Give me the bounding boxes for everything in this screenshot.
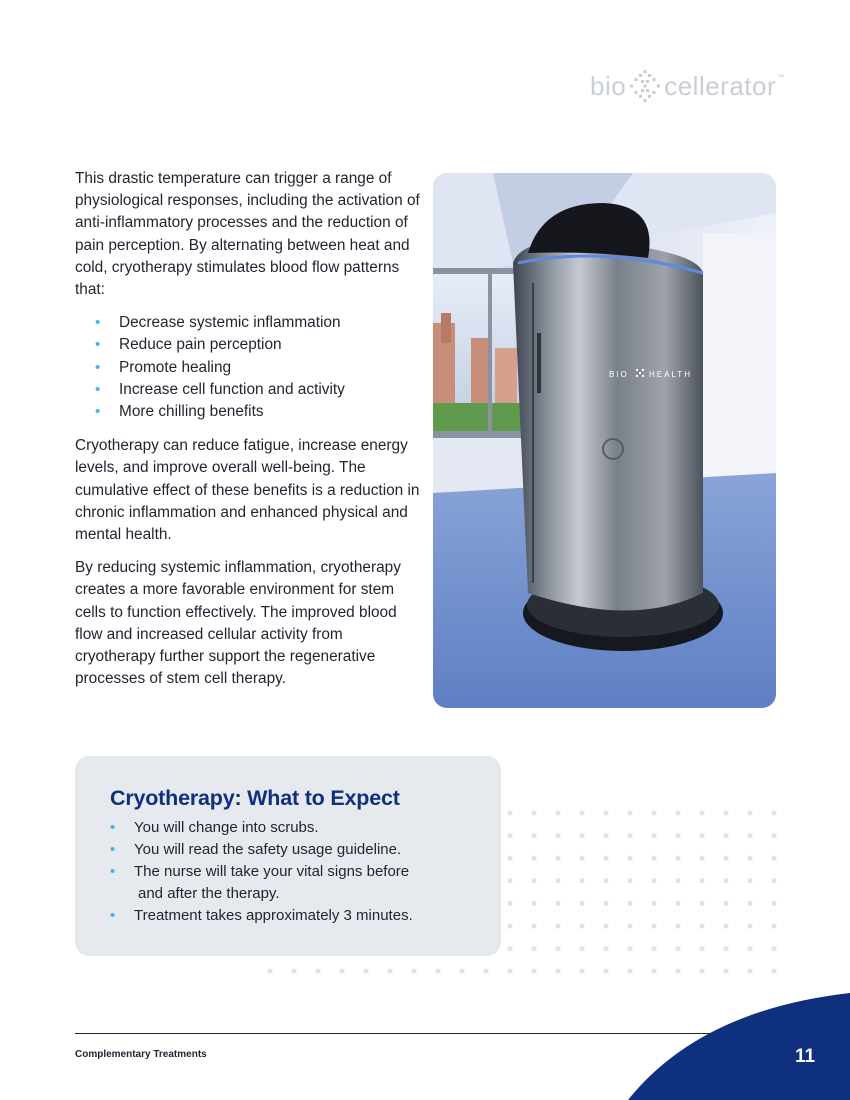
decorative-dot bbox=[627, 878, 632, 883]
list-item: • You will read the safety usage guideline. bbox=[110, 839, 481, 861]
list-item: • Reduce pain perception bbox=[95, 334, 420, 356]
page-number: 11 bbox=[795, 1046, 816, 1067]
list-item: • Treatment takes approximately 3 minutes. bbox=[110, 905, 481, 927]
decorative-dot bbox=[507, 878, 512, 883]
decorative-dot bbox=[723, 810, 728, 815]
decorative-dot bbox=[507, 923, 512, 928]
decorative-dot bbox=[267, 969, 272, 974]
decorative-dot bbox=[579, 833, 584, 838]
decorative-dot bbox=[627, 856, 632, 861]
decorative-dot bbox=[603, 810, 608, 815]
decorative-dot bbox=[723, 833, 728, 838]
decorative-dot bbox=[675, 969, 680, 974]
decorative-dot bbox=[699, 856, 704, 861]
decorative-dot bbox=[675, 946, 680, 951]
decorative-dot bbox=[651, 901, 656, 906]
list-item: • The nurse will take your vital signs before and after the therapy. bbox=[110, 863, 410, 902]
decorative-dot bbox=[723, 923, 728, 928]
logo-text-cellerator: cellerator bbox=[664, 70, 777, 101]
decorative-dot bbox=[771, 856, 776, 861]
decorative-dot bbox=[579, 923, 584, 928]
decorative-dot bbox=[315, 969, 320, 974]
bullet-dot-icon: • bbox=[95, 336, 101, 354]
decorative-dot bbox=[603, 856, 608, 861]
logo-text-bio: bio bbox=[590, 70, 627, 101]
decorative-dot bbox=[747, 878, 752, 883]
decorative-dot bbox=[387, 969, 392, 974]
photo-brand-health: HEALTH bbox=[649, 370, 692, 379]
decorative-dot bbox=[507, 856, 512, 861]
decorative-dot bbox=[507, 969, 512, 974]
decorative-dot bbox=[651, 946, 656, 951]
decorative-dot bbox=[531, 833, 536, 838]
bullet-dot-icon: • bbox=[110, 863, 116, 880]
decorative-dot bbox=[675, 810, 680, 815]
decorative-dot bbox=[363, 969, 368, 974]
decorative-dot bbox=[579, 810, 584, 815]
decorative-dot bbox=[747, 833, 752, 838]
decorative-dot bbox=[675, 878, 680, 883]
benefits-list bbox=[75, 312, 420, 423]
decorative-dot bbox=[291, 969, 296, 974]
decorative-dot bbox=[699, 946, 704, 951]
decorative-dot bbox=[555, 856, 560, 861]
decorative-dot bbox=[699, 810, 704, 815]
paragraph-fatigue: Cryotherapy can reduce fatigue, increase energy levels, and improve overall well-being. The cumulative effect of these benefits is a reduction in chronic inflammation and enhanced physical and mental health. bbox=[75, 437, 420, 544]
decorative-dot bbox=[627, 969, 632, 974]
decorative-dot bbox=[699, 923, 704, 928]
bullet-dot-icon: • bbox=[110, 819, 116, 836]
decorative-dot bbox=[531, 901, 536, 906]
decorative-dot bbox=[531, 923, 536, 928]
info-box-title: Cryotherapy: What to Expect bbox=[110, 786, 400, 810]
decorative-dot bbox=[627, 901, 632, 906]
decorative-dot bbox=[747, 969, 752, 974]
list-item: • More chilling benefits bbox=[95, 401, 420, 423]
decorative-dot bbox=[627, 946, 632, 951]
decorative-dot bbox=[723, 901, 728, 906]
decorative-dot bbox=[651, 833, 656, 838]
decorative-dot bbox=[699, 833, 704, 838]
decorative-dot bbox=[531, 969, 536, 974]
paragraph-stem-cells: By reducing systemic inflammation, cryotherapy creates a more favorable environment for stem cells to function effectively. The improved blood flow and increased cellular activity from cryotherapy further support the regenerative processes of stem cell therapy. bbox=[75, 559, 401, 688]
what-to-expect-box bbox=[75, 756, 501, 956]
bullet-dot-icon: • bbox=[110, 907, 116, 924]
decorative-dot bbox=[579, 969, 584, 974]
decorative-dot bbox=[699, 969, 704, 974]
decorative-dot bbox=[747, 901, 752, 906]
decorative-dot bbox=[747, 810, 752, 815]
decorative-dot bbox=[771, 923, 776, 928]
biocellerator-logo bbox=[590, 66, 785, 106]
decorative-dot bbox=[675, 833, 680, 838]
decorative-dot bbox=[579, 901, 584, 906]
list-item: • Promote healing bbox=[95, 357, 420, 379]
decorative-dot bbox=[771, 946, 776, 951]
decorative-dot bbox=[675, 901, 680, 906]
decorative-dot bbox=[507, 810, 512, 815]
decorative-dot bbox=[723, 969, 728, 974]
decorative-dot bbox=[723, 856, 728, 861]
decorative-dot bbox=[579, 878, 584, 883]
decorative-dot bbox=[555, 923, 560, 928]
decorative-dot bbox=[651, 923, 656, 928]
decorative-dot bbox=[531, 810, 536, 815]
decorative-dot bbox=[555, 878, 560, 883]
decorative-dot bbox=[603, 901, 608, 906]
body-text-column bbox=[75, 168, 420, 701]
decorative-dot bbox=[579, 946, 584, 951]
decorative-dot bbox=[651, 878, 656, 883]
decorative-dot bbox=[723, 878, 728, 883]
decorative-dot bbox=[675, 856, 680, 861]
decorative-dot bbox=[555, 946, 560, 951]
decorative-dot bbox=[339, 969, 344, 974]
decorative-dot bbox=[459, 969, 464, 974]
decorative-dot bbox=[723, 946, 728, 951]
decorative-dot bbox=[651, 969, 656, 974]
decorative-dot bbox=[483, 969, 488, 974]
decorative-dot bbox=[699, 901, 704, 906]
decorative-dot bbox=[603, 946, 608, 951]
decorative-dot bbox=[555, 901, 560, 906]
decorative-dot bbox=[507, 833, 512, 838]
decorative-dot bbox=[579, 856, 584, 861]
footer-section-title: Complementary Treatments bbox=[75, 1049, 207, 1060]
decorative-dot bbox=[771, 878, 776, 883]
decorative-dot bbox=[603, 969, 608, 974]
list-item: • Decrease systemic inflammation bbox=[95, 312, 420, 334]
decorative-dot bbox=[747, 856, 752, 861]
decorative-dot bbox=[531, 946, 536, 951]
decorative-dot bbox=[603, 878, 608, 883]
decorative-dot bbox=[747, 923, 752, 928]
bullet-dot-icon: • bbox=[95, 403, 101, 421]
decorative-dot bbox=[531, 856, 536, 861]
decorative-dot bbox=[771, 833, 776, 838]
decorative-dot bbox=[627, 810, 632, 815]
decorative-dot bbox=[627, 923, 632, 928]
decorative-dot bbox=[603, 833, 608, 838]
decorative-dot bbox=[699, 878, 704, 883]
decorative-dot bbox=[507, 946, 512, 951]
decorative-dot bbox=[675, 923, 680, 928]
decorative-dot bbox=[411, 969, 416, 974]
bullet-dot-icon: • bbox=[110, 841, 116, 858]
decorative-dot bbox=[603, 923, 608, 928]
expect-list bbox=[110, 817, 481, 927]
decorative-dot bbox=[531, 878, 536, 883]
decorative-dot bbox=[651, 810, 656, 815]
cryotherapy-chamber-photo bbox=[433, 173, 776, 708]
paragraph-temperature: This drastic temperature can trigger a range of physiological responses, including the activation of anti-inflammatory processes and the reduction of pain perception. By alternating between heat and cold, cryotherapy stimulates blood flow patterns that: bbox=[75, 170, 420, 299]
list-item: • Increase cell function and activity bbox=[95, 379, 420, 401]
decorative-dot bbox=[555, 810, 560, 815]
bullet-dot-icon: • bbox=[95, 380, 101, 398]
x-cross-icon bbox=[628, 69, 662, 103]
decorative-dot bbox=[771, 810, 776, 815]
page-corner-shape bbox=[610, 990, 850, 1100]
decorative-dot bbox=[555, 969, 560, 974]
decorative-dot bbox=[771, 901, 776, 906]
decorative-dot bbox=[435, 969, 440, 974]
bullet-dot-icon: • bbox=[95, 358, 101, 376]
decorative-dot bbox=[771, 969, 776, 974]
trademark-symbol: ™ bbox=[777, 73, 785, 81]
decorative-dot bbox=[507, 901, 512, 906]
decorative-dot bbox=[627, 833, 632, 838]
list-item: • You will change into scrubs. bbox=[110, 817, 481, 839]
decorative-dot bbox=[747, 946, 752, 951]
decorative-dot bbox=[555, 833, 560, 838]
bullet-dot-icon: • bbox=[95, 314, 101, 332]
photo-brand-bio: BIO bbox=[609, 370, 629, 379]
decorative-dot bbox=[651, 856, 656, 861]
